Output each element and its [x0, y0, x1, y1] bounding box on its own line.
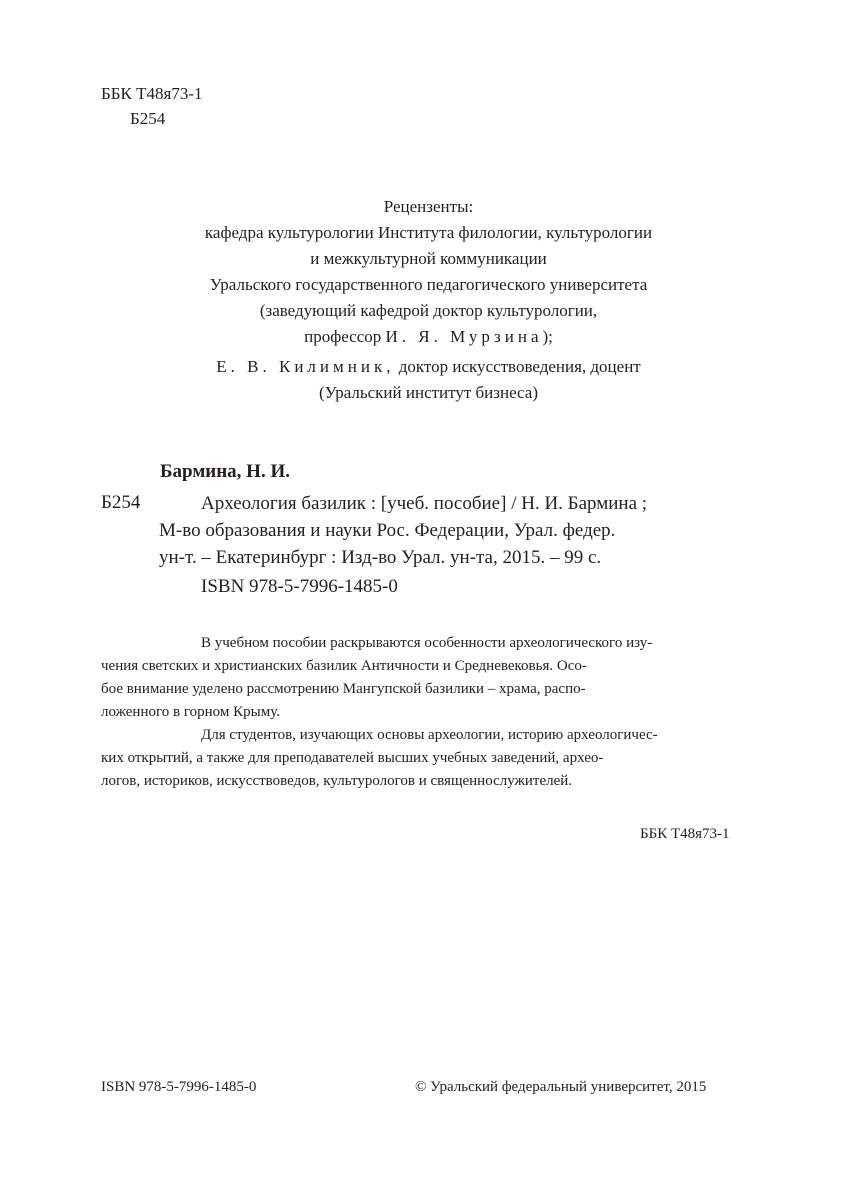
catalog-line: ун-т. – Екатеринбург : Изд-во Урал. ун-та, 2015. – 99 с.: [159, 547, 602, 568]
annotation: [101, 632, 753, 793]
professor-name: И. Я. Мурзина: [385, 327, 543, 346]
reviewer-line: Уральского государственного педагогического университета: [209, 275, 648, 294]
author-mark: Б254: [130, 109, 166, 128]
annotation-line: логов, историков, искусствоведов, культурологов и священнослужителей.: [101, 773, 573, 789]
footer-copyright: © Уральский федеральный университет, 2015: [415, 1079, 707, 1095]
bbk-code: ББК Т48я73-1: [101, 84, 203, 103]
footer-isbn: ISBN 978-5-7996-1485-0: [101, 1079, 257, 1095]
reviewers-block: [0, 194, 857, 406]
annotation-line: Для студентов, изучающих основы археологии, историю археологичес-: [201, 727, 658, 743]
professor-prefix: профессор: [304, 327, 382, 346]
annotation-paragraph-2: [101, 724, 753, 793]
catalog-line: М-во образования и науки Рос. Федерации, Урал. федер.: [159, 520, 616, 541]
annotation-paragraph-1: [101, 632, 753, 724]
catalog-author: Бармина, Н. И.: [160, 461, 290, 482]
annotation-line: ложенного в горном Крыму.: [101, 704, 280, 720]
reviewer-line: (заведующий кафедрой доктор культурологии,: [259, 301, 598, 320]
reviewer-professor-line: [0, 324, 857, 350]
second-reviewer-title: доктор искусствоведения, доцент: [398, 357, 641, 376]
second-reviewer-name: Е. В. Килимник,: [216, 357, 395, 376]
professor-suffix: );: [542, 327, 553, 346]
reviewer-line: и межкультурной коммуникации: [310, 249, 547, 268]
catalog-line: Археология базилик : [учеб. пособие] / Н. И. Бармина ;: [201, 493, 648, 514]
annotation-line: чения светских и христианских базилик Античности и Средневековья. Осо-: [101, 658, 587, 674]
catalog-isbn: ISBN 978-5-7996-1485-0: [201, 576, 398, 597]
annotation-line: ких открытий, а также для преподавателей высших учебных заведений, архео-: [101, 750, 604, 766]
reviewers-title: Рецензенты:: [383, 197, 474, 216]
second-reviewer-line: [0, 354, 857, 380]
catalog-entry: [159, 490, 753, 600]
reviewer-line: кафедра культурологии Института филологии, культурологии: [204, 223, 653, 242]
second-reviewer-org: (Уральский институт бизнеса): [318, 383, 539, 402]
annotation-line: бое внимание уделено рассмотрению Мангупской базилики – храма, распо-: [101, 681, 586, 697]
catalog-code: Б254: [101, 492, 141, 513]
annotation-line: В учебном пособии раскрываются особенности археологического изу-: [201, 635, 653, 651]
bbk-code-right: ББК Т48я73-1: [640, 826, 730, 842]
